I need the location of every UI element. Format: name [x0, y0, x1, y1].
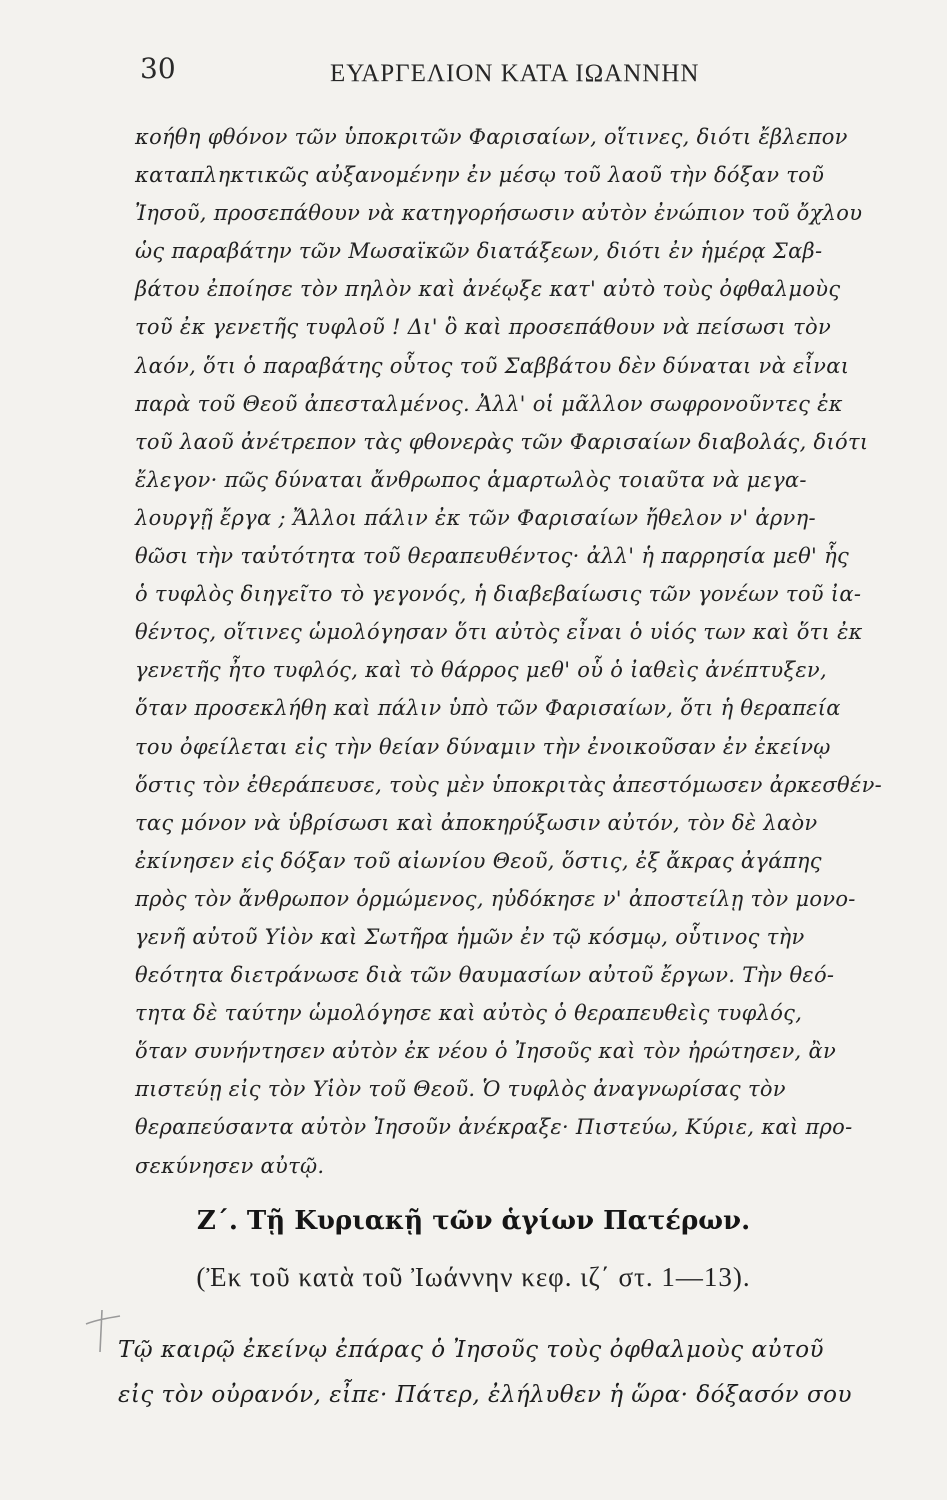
text-line: ὅταν προσεκλήθη καὶ πάλιν ὑπὸ τῶν Φαρισαίων, ὅτι ἡ θεραπεία	[135, 696, 841, 721]
text-line: θεραπεύσαντα αὐτὸν Ἰησοῦν ἀνέκραξε· Πιστεύω, Κύριε, καὶ προ-	[135, 1115, 853, 1140]
text-line: θῶσι τὴν ταὐτότητα τοῦ θεραπευθέντος· ἀλλ' ἡ παρρησία μεθ' ἧς	[135, 544, 850, 569]
text-line: τητα δὲ ταύτην ὡμολόγησε καὶ αὐτὸς ὁ θεραπευθεὶς τυφλός,	[135, 1001, 803, 1026]
text-line: ὅστις τὸν ἐθεράπευσε, τοὺς μὲν ὑποκριτὰς ἀπεστόμωσεν ἀρκεσθέν-	[135, 772, 883, 797]
text-line: σεκύνησεν αὐτῷ.	[135, 1153, 325, 1178]
text-line: Τῷ καιρῷ ἐκείνῳ ἐπάρας ὁ Ἰησοῦς τοὺς ὀφθαλμοὺς αὐτοῦ	[118, 1337, 825, 1363]
text-line: ὁ τυφλὸς διηγεῖτο τὸ γεγονός, ἡ διαβεβαίωσις τῶν γονέων τοῦ ἰα-	[135, 582, 862, 607]
text-line: λαόν, ὅτι ὁ παραβάτης οὗτος τοῦ Σαββάτου δὲν δύναται νὰ εἶναι	[135, 353, 850, 378]
text-line: παρὰ τοῦ Θεοῦ ἀπεσταλμένος. Ἀλλ' οἱ μᾶλλον σωφρονοῦντες ἐκ	[135, 391, 843, 416]
text-line: ὡς παραβάτην τῶν Μωσαϊκῶν διατάξεων, διότι ἐν ἡμέρᾳ Σαβ-	[135, 239, 823, 264]
text-line: τοῦ λαοῦ ἀνέτρεπον τὰς φθονερὰς τῶν Φαρισαίων διαβολάς, διότι	[135, 429, 869, 454]
text-line: θέντος, οἵτινες ὡμολόγησαν ὅτι αὐτὸς εἶναι ὁ υἱός των καὶ ὅτι ἐκ	[135, 620, 863, 645]
text-line: γενετῆς ἦτο τυφλός, καὶ τὸ θάρρος μεθ' οὗ ὁ ἰαθεὶς ἀνέπτυξεν,	[135, 658, 827, 683]
page-number: 30	[140, 52, 176, 85]
text-line: Ἰησοῦ, προσεπάθουν νὰ κατηγορήσωσιν αὐτὸν ἐνώπιον τοῦ ὄχλου	[135, 201, 863, 226]
text-line: του ὀφείλεται εἰς τὴν θείαν δύναμιν τὴν ἐνοικοῦσαν ἐν ἐκείνῳ	[135, 734, 831, 759]
section-heading: Ζ΄. Τῇ Κυριακῇ τῶν ἁγίων Πατέρων.	[196, 1206, 751, 1236]
running-title: ΕΥΑΡΓΕΛΙΟΝ ΚΑΤΑ ΙΩΑΝΝΗΝ	[330, 60, 700, 87]
body-paragraph	[135, 118, 883, 1185]
text-line: τας μόνον νὰ ὑβρίσωσι καὶ ἀποκηρύξωσιν αὐτόν, τὸν δὲ λαὸν	[135, 810, 818, 835]
text-line: πρὸς τὸν ἄνθρωπον ὁρμώμενος, ηὐδόκησε ν' ἀποστείλῃ τὸν μονο-	[135, 886, 856, 911]
text-line: εἰς τὸν οὐρανόν, εἶπε· Πάτερ, ἐλήλυθεν ἡ ὥρα· δόξασόν σου	[118, 1382, 852, 1408]
text-line: λουργῇ ἔργα ; Ἄλλοι πάλιν ἐκ τῶν Φαρισαίων ἤθελον ν' ἀρνη-	[135, 505, 816, 530]
text-line: πιστεύῃ εἰς τὸν Υἱὸν τοῦ Θεοῦ. Ὁ τυφλὸς ἀναγνωρίσας τὸν	[135, 1077, 786, 1102]
text-line: κοήθη φθόνον τῶν ὑποκριτῶν Φαρισαίων, οἵτινες, διότι ἔβλεπον	[135, 125, 848, 149]
text-line: ἔλεγον· πῶς δύναται ἄνθρωπος ἁμαρτωλὸς τοιαῦτα νὰ μεγα-	[135, 467, 807, 492]
text-line: ὅταν συνήντησεν αὐτὸν ἐκ νέου ὁ Ἰησοῦς καὶ τὸν ἠρώτησεν, ἂν	[135, 1039, 837, 1064]
text-line: τοῦ ἐκ γενετῆς τυφλοῦ ! Δι' ὃ καὶ προσεπάθουν νὰ πείσωσι τὸν	[135, 315, 832, 340]
scripture-reference: (Ἐκ τοῦ κατὰ τοῦ Ἰωάννην κεφ. ιζ΄ στ. 1—13).	[196, 1262, 751, 1292]
text-line: καταπληκτικῶς αὐξανομένην ἐν μέσῳ τοῦ λαοῦ τὴν δόξαν τοῦ	[135, 163, 825, 188]
text-line: γενῆ αὐτοῦ Υἱὸν καὶ Σωτῆρα ἡμῶν ἐν τῷ κόσμῳ, οὗτινος τὴν	[135, 924, 805, 949]
gospel-text	[118, 1328, 888, 1418]
pencil-cross-mark-icon	[82, 1308, 122, 1354]
text-line: βάτου ἐποίησε τὸν πηλὸν καὶ ἀνέῳξε κατ' αὐτὸ τοὺς ὀφθαλμοὺς	[135, 277, 841, 302]
text-line: θεότητα διετράνωσε διὰ τῶν θαυμασίων αὐτοῦ ἔργων. Τὴν θεό-	[135, 963, 835, 988]
text-line: ἐκίνησεν εἰς δόξαν τοῦ αἰωνίου Θεοῦ, ὅστις, ἐξ ἄκρας ἀγάπης	[135, 848, 822, 873]
